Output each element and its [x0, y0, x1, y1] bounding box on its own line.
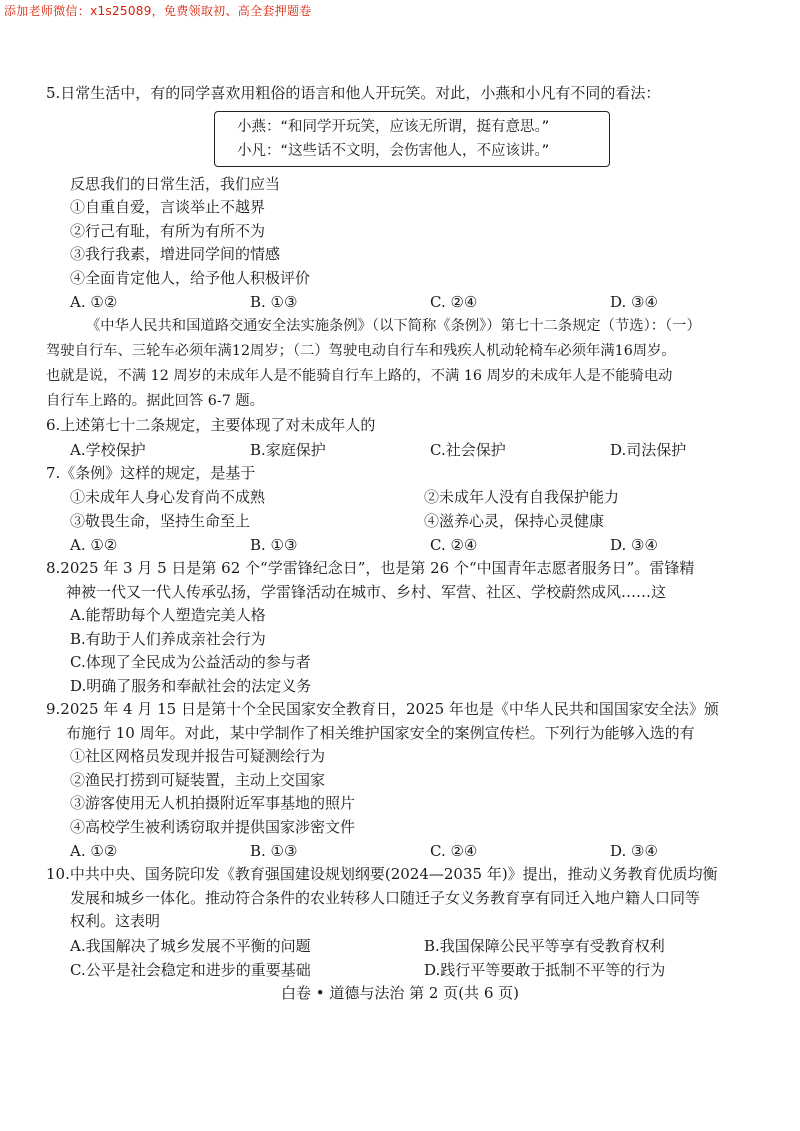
- option-b[interactable]: B.有助于人们养成亲社会行为: [70, 629, 266, 648]
- statement-item: ③游客使用无人机拍摄附近军事基地的照片: [70, 794, 356, 812]
- page-footer: 白卷 • 道德与法治 第 2 页(共 6 页): [280, 984, 520, 1002]
- passage-line: 《中华人民共和国道路交通安全法实施条例》（以下简称《条例》）第七十二条规定（节选）：（一）: [86, 318, 701, 334]
- question-10: [46, 863, 766, 982]
- question-8-stem: 8.2025 年 3 月 5 日是第 62 个“学雷锋纪念日”，也是第 26 个“中国青年志愿者服务日”。雷锋精: [46, 559, 695, 577]
- option-row: [46, 934, 766, 958]
- passage-line: 驾驶自行车、三轮车必须年满12周岁；（二）驾驶电动自行车和残疾人机动轮椅车必须年满16周岁。: [46, 343, 676, 359]
- option-d[interactable]: D.司法保护: [610, 440, 687, 459]
- question-5-stem: 5.日常生活中，有的同学喜欢用粗俗的语言和他人开玩笑。对此，小燕和小凡有不同的看法：: [46, 84, 661, 102]
- statement-row: [46, 485, 766, 509]
- answer-options: [46, 533, 766, 557]
- option-row: [46, 958, 766, 982]
- option-a[interactable]: A.学校保护: [70, 440, 146, 459]
- option-a[interactable]: A. ①②: [70, 536, 118, 554]
- question-9-stem: 布施行 10 周年。对此，某中学制作了相关维护国家安全的案例宣传栏。下列行为能够入选的有: [66, 723, 695, 742]
- statement-item: ①未成年人身心发育尚不成熟: [70, 488, 266, 506]
- option-a[interactable]: A.能帮助每个人塑造完美人格: [70, 606, 266, 624]
- option-c[interactable]: C.体现了全民成为公益活动的参与者: [70, 653, 311, 671]
- option-b[interactable]: B. ①③: [250, 293, 298, 311]
- answer-options: [46, 839, 766, 863]
- opinions-box: [214, 111, 610, 167]
- option-d[interactable]: D.践行平等要敢于抵制不平等的行为: [424, 960, 666, 979]
- question-10-stem: 10.中共中央、国务院印发《教育强国建设规划纲要(2024—2035 年)》提出，推动义务教育优质均衡: [46, 865, 718, 883]
- statement-item: ②行己有耻，有所为有所不为: [70, 221, 266, 240]
- statement-item: ④高校学生被利诱窃取并提供国家涉密文件: [70, 817, 356, 836]
- statement-item: ④全面肯定他人，给予他人积极评价: [70, 268, 311, 287]
- option-c[interactable]: C.社会保护: [430, 440, 506, 459]
- option-c[interactable]: C. ②④: [430, 842, 478, 860]
- passage-line: 也就是说，不满 12 周岁的未成年人是不能骑自行车上路的，不满 16 周岁的未成年人是不能骑电动: [46, 368, 673, 384]
- option-c[interactable]: C.公平是社会稳定和进步的重要基础: [70, 960, 311, 979]
- passage-line: 自行车上路的。据此回答 6-7 题。: [46, 393, 264, 409]
- option-b[interactable]: B.我国保障公民平等享有受教育权利: [424, 936, 665, 955]
- question-9: [46, 698, 766, 863]
- watermark-text: 添加老师微信：x1s25089，免费领取初、高全套押题卷: [4, 4, 312, 18]
- option-b[interactable]: B. ①③: [250, 536, 298, 554]
- statement-item: ②未成年人没有自我保护能力: [424, 488, 620, 506]
- option-a[interactable]: A. ①②: [70, 842, 118, 860]
- passage-6-7: [46, 314, 766, 414]
- question-7: [46, 462, 766, 558]
- option-c[interactable]: C. ②④: [430, 293, 478, 311]
- option-d[interactable]: D. ③④: [610, 293, 658, 311]
- statement-row: [46, 509, 766, 533]
- option-b[interactable]: B.家庭保护: [250, 440, 326, 459]
- question-10-stem: 发展和城乡一体化。推动符合条件的农业转移人口随迁子女义务教育享有同迁入地户籍人口同等: [70, 888, 701, 907]
- option-a[interactable]: A.我国解决了城乡发展不平衡的问题: [70, 936, 311, 955]
- question-9-stem: 9.2025 年 4 月 15 日是第十个全民国家安全教育日，2025 年也是《中华人民共和国国家安全法》颁: [46, 700, 719, 718]
- question-6-stem: 6.上述第七十二条规定，主要体现了对未成年人的: [46, 416, 376, 434]
- question-5-prompt: 反思我们的日常生活，我们应当: [70, 174, 281, 193]
- option-c[interactable]: C. ②④: [430, 536, 478, 554]
- answer-options: [46, 438, 766, 462]
- answer-options: [46, 290, 766, 314]
- opinion-xiaoyan: 小燕：“和同学开玩笑，应该无所谓，挺有意思。”: [237, 118, 550, 135]
- question-10-stem: 权利。这表明: [70, 912, 161, 930]
- question-5: [46, 82, 766, 314]
- opinion-xiaofan: 小凡：“这些话不文明，会伤害他人，不应该讲。”: [237, 142, 550, 159]
- option-d[interactable]: D. ③④: [610, 842, 658, 860]
- statement-item: ③我行我素，增进同学间的情感: [70, 245, 281, 263]
- option-d[interactable]: D.明确了服务和奉献社会的法定义务: [70, 676, 312, 695]
- exam-page: [46, 82, 766, 982]
- statement-item: ①自重自爱，言谈举止不越界: [70, 198, 266, 216]
- statement-item: ②渔民打捞到可疑装置，主动上交国家: [70, 770, 326, 789]
- statement-item: ③敬畏生命，坚持生命至上: [70, 512, 251, 530]
- option-a[interactable]: A. ①②: [70, 293, 118, 311]
- question-7-stem: 7.《条例》这样的规定，是基于: [46, 463, 256, 482]
- option-b[interactable]: B. ①③: [250, 842, 298, 860]
- question-8-stem: 神被一代又一代人传承弘扬，学雷锋活动在城市、乡村、军营、社区、学校蔚然成风……这: [66, 582, 667, 601]
- statement-item: ④滋养心灵，保持心灵健康: [424, 512, 605, 530]
- question-6: [46, 414, 766, 462]
- option-d[interactable]: D. ③④: [610, 536, 658, 554]
- question-8: [46, 557, 766, 698]
- statement-item: ①社区网格员发现并报告可疑测绘行为: [70, 747, 326, 765]
